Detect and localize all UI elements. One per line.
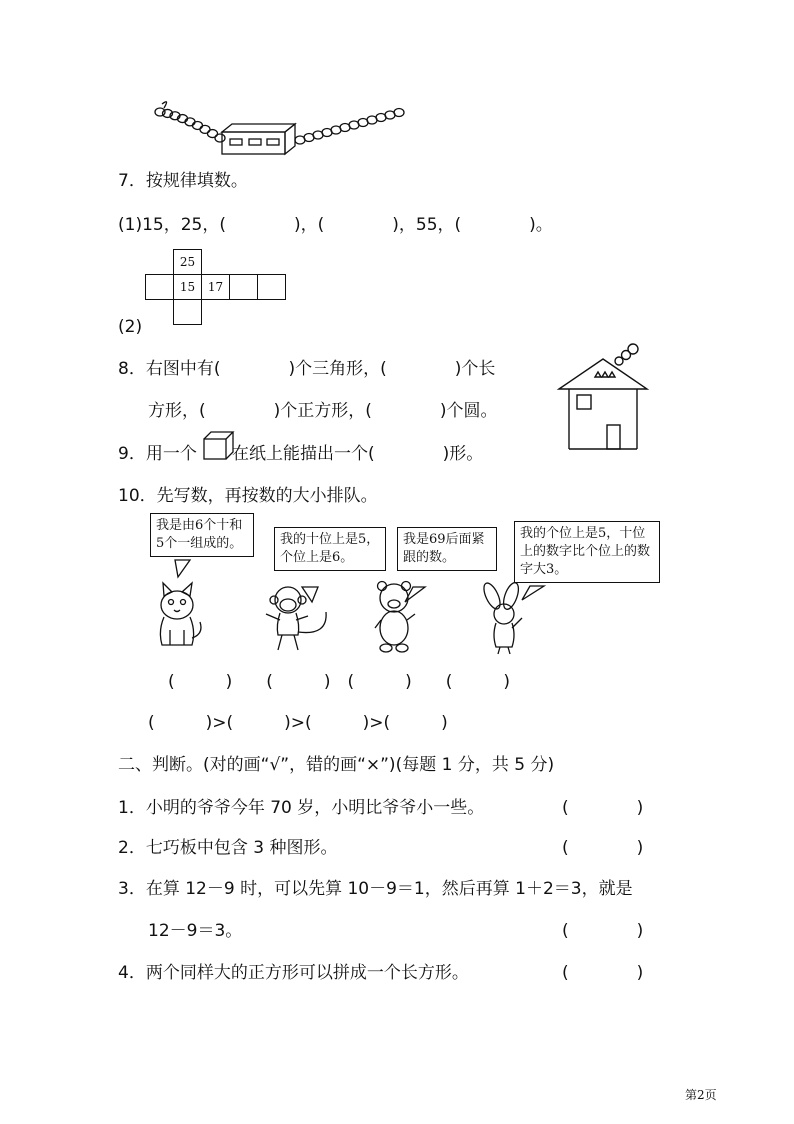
judge-item-3-cont: 12－9＝3。 <box>148 921 243 941</box>
q10-title: 10．先写数，再按数的大小排队。 <box>118 486 378 506</box>
bear-icon <box>375 582 415 653</box>
judge-item-4: 4．两个同样大的正方形可以拼成一个长方形。 <box>118 963 469 983</box>
bubble-cat: 我是由6个十和5个一组成的。 <box>150 513 254 557</box>
grid-cell-left <box>146 275 174 300</box>
bead <box>155 108 165 116</box>
rabbit-icon <box>481 581 522 654</box>
bead-necklace-illustration <box>0 0 794 170</box>
grid-cell-d <box>258 275 286 300</box>
bubble-rabbit: 我的个位上是5，十位上的数字比个位上的数字大3。 <box>514 521 660 583</box>
bead <box>215 134 225 142</box>
grid-cell-b: 17 <box>202 275 230 300</box>
animal-illustrations <box>0 550 794 690</box>
q8-line-2: 方形，( )个正方形，( )个圆。 <box>148 401 498 421</box>
q9-text-1: 9．用一个 <box>118 444 197 464</box>
bubble-monkey: 我的十位上是5，个位上是6。 <box>274 527 386 571</box>
judge-paren-2: ( ) <box>562 838 644 858</box>
judge-paren-4: ( ) <box>562 963 644 983</box>
q10-order-row: ( )>( )>( )>( ) <box>148 713 448 733</box>
page-number: 第2页 <box>685 1088 717 1102</box>
grid-cell-bottom <box>174 300 202 325</box>
q7-sequence-1: (1)15，25，( )，( )，55，( )。 <box>118 215 553 235</box>
judge-paren-1: ( ) <box>562 798 644 818</box>
q9-text-2: 在纸上能描出一个( )形。 <box>232 444 484 464</box>
q7-title: 7．按规律填数。 <box>118 171 248 191</box>
judge-paren-3: ( ) <box>562 921 644 941</box>
grid-cell-a: 15 <box>174 275 202 300</box>
bead <box>200 125 210 133</box>
q7-label-2: (2) <box>118 317 143 337</box>
cube-icon <box>202 430 234 460</box>
judge-item-1: 1．小明的爷爷今年 70 岁，小明比爷爷小一些。 <box>118 798 485 818</box>
bubble-bear: 我是69后面紧跟的数。 <box>397 527 497 571</box>
cat-icon <box>160 583 201 645</box>
bead <box>193 121 203 129</box>
grid-cell-c <box>230 275 258 300</box>
bead <box>394 109 404 117</box>
q7-number-grid <box>145 249 286 325</box>
part2-heading: 二、判断。(对的画“√”，错的画“×”)(每题 1 分，共 5 分) <box>118 755 555 775</box>
q8-line-1: 8．右图中有( )个三角形，( )个长 <box>118 359 496 379</box>
grid-cell-top: 25 <box>174 250 202 275</box>
house-illustration <box>555 345 675 455</box>
judge-item-2: 2．七巧板中包含 3 种图形。 <box>118 838 338 858</box>
q10-answer-row: ( ) ( ) ( ) ( ) <box>168 672 511 692</box>
judge-item-3: 3．在算 12－9 时，可以先算 10－9＝1，然后再算 1＋2＝3，就是 <box>118 879 633 899</box>
monkey-icon <box>266 587 326 650</box>
